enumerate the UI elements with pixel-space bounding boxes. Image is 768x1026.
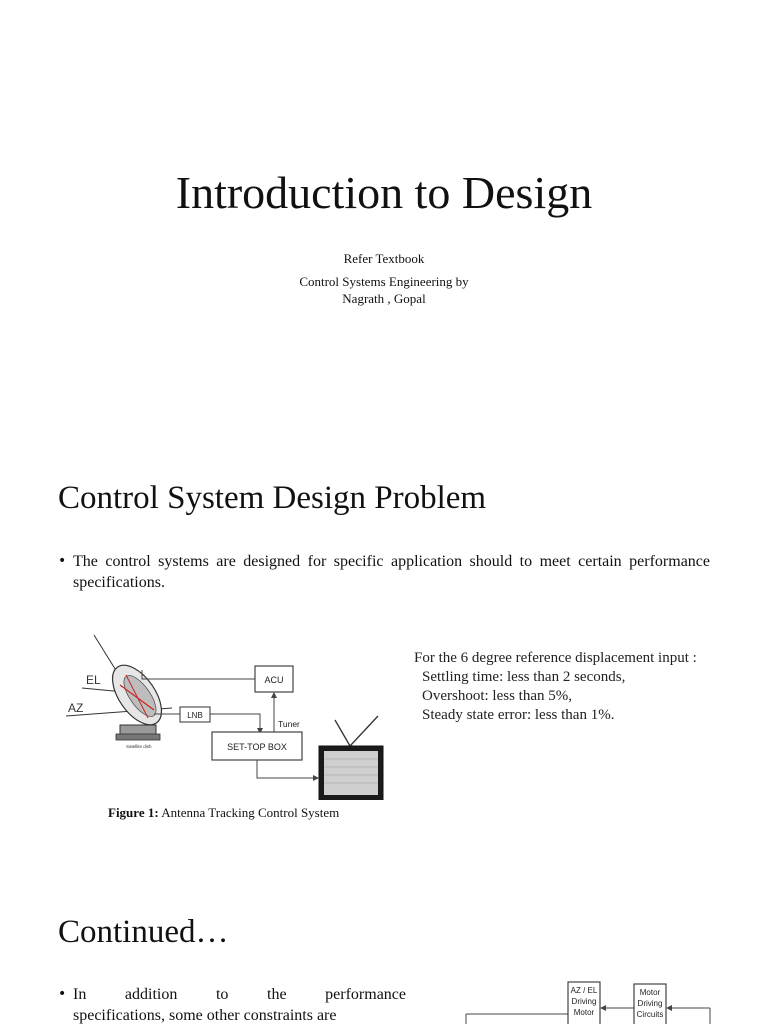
arrow-right-icon [313, 775, 319, 781]
design-problem-slide [0, 420, 768, 860]
continued-slide [0, 860, 768, 1024]
title-slide [0, 0, 768, 420]
lnb-stb-line [210, 714, 260, 732]
bullet-line-2: specifications, some other constraints are [73, 1007, 337, 1024]
bullet-dot-icon: • [58, 986, 67, 1002]
el-label: EL [86, 673, 101, 687]
spec-steady-state: Steady state error: less than 1%. [422, 707, 615, 723]
bullet-item [58, 551, 710, 593]
slide-title: Control System Design Problem [58, 480, 487, 516]
arrow-left-icon [666, 1005, 672, 1011]
azel-label-2: Driving [571, 997, 597, 1006]
settop-label: SET-TOP BOX [227, 742, 287, 752]
spec-overshoot: Overshoot: less than 5%, [422, 688, 572, 704]
arrow-left-icon [600, 1005, 606, 1011]
satellite-dish-icon [103, 657, 171, 740]
spec-settling: Settling time: less than 2 seconds, [422, 669, 626, 685]
bullet-line-1: In addition to the performance [73, 986, 406, 1003]
slide-title: Introduction to Design [175, 167, 593, 218]
bullet-dot-icon: • [58, 553, 67, 569]
az-label: AZ [68, 701, 84, 715]
figure-caption [108, 805, 339, 821]
book-line-1: Control Systems Engineering by [299, 274, 469, 289]
refer-text: Refer Textbook [343, 251, 425, 266]
azel-label-3: Motor [573, 1008, 595, 1017]
motor-label-2: Driving [637, 999, 663, 1008]
acu-label: ACU [264, 675, 284, 685]
specs-intro: For the 6 degree reference displacement input : [414, 650, 697, 666]
dish-caption: Satellite dish [126, 744, 152, 749]
tuner-label: Tuner [278, 719, 300, 729]
acu-feed-line [142, 670, 255, 679]
bullet-text: The control systems are designed for specific application should to meet certain performance specifications. [73, 553, 710, 591]
arrow-up-icon [271, 692, 277, 698]
azel-label-1: AZ / EL [570, 986, 598, 995]
motor-label-3: Circuits [636, 1010, 664, 1019]
caption-label: Figure 1: [108, 805, 159, 820]
performance-specs [414, 649, 697, 725]
book-line-2: Nagrath , Gopal [342, 291, 426, 306]
bullet-item [58, 984, 406, 1026]
caption-text: Antenna Tracking Control System [158, 805, 340, 820]
motor-drive-diagram [464, 974, 724, 1024]
antenna-tracking-diagram [62, 630, 392, 800]
motor-label-1: Motor [639, 988, 661, 997]
slide-title: Continued… [58, 914, 229, 950]
stb-tv-line [257, 760, 316, 778]
lnb-label: LNB [187, 711, 203, 720]
television-icon [319, 716, 383, 800]
